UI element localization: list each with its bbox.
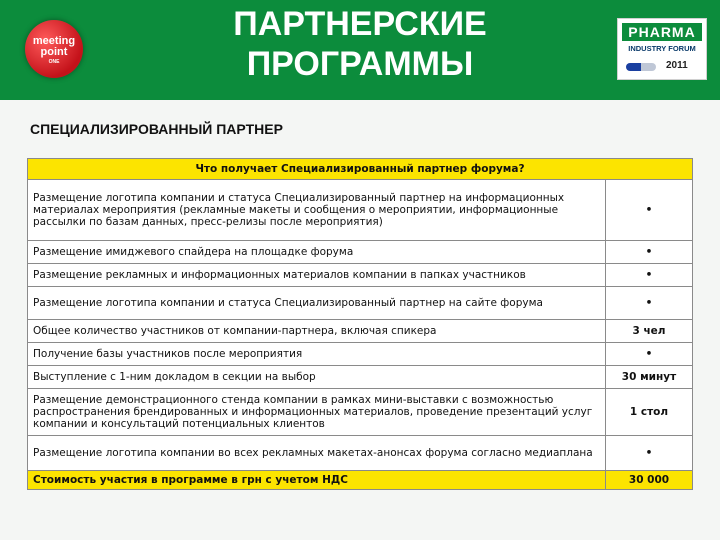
pharma-forum-logo [617, 18, 707, 80]
logo-left-line2: point [40, 46, 68, 58]
logo-right-pharma: PHARMA [622, 23, 702, 41]
table-row [28, 343, 693, 366]
partner-benefits-table [27, 158, 693, 490]
row-value: • [606, 436, 693, 471]
row-description: Размещение логотипа компании и статуса Специализированный партнер на информационных материалах мероприятия (рекламные макеты и сообщения о мероприятии, информационные рассылки по базам данных, пресс-релизы после мероприятия) [28, 180, 606, 241]
row-description: Получение базы участников после мероприятия [28, 343, 606, 366]
table-row [28, 264, 693, 287]
row-description: Размещение демонстрационного стенда компании в рамках мини-выставки с возможностью распространения брендированных и информационных материалов, проведение презентаций услуг компании и консультаций потенциальных клиентов [28, 389, 606, 436]
row-value: • [606, 264, 693, 287]
logo-left-line1: meeting [32, 35, 76, 47]
row-value: 1 стол [606, 389, 693, 436]
logo-right-forum: INDUSTRY FORUM [628, 44, 696, 53]
table-row [28, 366, 693, 389]
row-value: 3 чел [606, 320, 693, 343]
table-row [28, 320, 693, 343]
total-value: 30 000 [606, 471, 693, 490]
table-header-row [28, 159, 693, 180]
row-value: 30 минут [606, 366, 693, 389]
header-banner [0, 0, 720, 100]
row-description: Размещение имиджевого спайдера на площадке форума [28, 241, 606, 264]
row-description: Размещение рекламных и информационных материалов компании в папках участников [28, 264, 606, 287]
section-subtitle: СПЕЦИАЛИЗИРОВАННЫЙ ПАРТНЕР [30, 121, 283, 137]
page-title [150, 4, 570, 84]
table-header: Что получает Специализированный партнер форума? [28, 159, 693, 180]
table-total-row [28, 471, 693, 490]
row-description: Размещение логотипа компании и статуса Специализированный партнер на сайте форума [28, 287, 606, 320]
row-description: Выступление с 1-ним докладом в секции на выбор [28, 366, 606, 389]
table-row [28, 287, 693, 320]
row-value: • [606, 343, 693, 366]
row-description: Размещение логотипа компании во всех рекламных макетах-анонсах форума согласно медиаплана [28, 436, 606, 471]
table-row [28, 180, 693, 241]
logo-right-year: 2011 [666, 60, 688, 71]
row-value: • [606, 287, 693, 320]
row-description: Общее количество участников от компании-партнера, включая спикера [28, 320, 606, 343]
table-row [28, 241, 693, 264]
row-value: • [606, 241, 693, 264]
total-description: Стоимость участия в программе в грн с учетом НДС [28, 471, 606, 490]
title-line1: ПАРТНЕРСКИЕ [233, 5, 487, 43]
meeting-point-logo [25, 20, 83, 78]
pill-icon [626, 63, 656, 71]
row-value: • [606, 180, 693, 241]
table-row [28, 389, 693, 436]
table-row [28, 436, 693, 471]
logo-left-line3: ONE [48, 59, 60, 65]
title-line2: ПРОГРАММЫ [246, 45, 474, 83]
